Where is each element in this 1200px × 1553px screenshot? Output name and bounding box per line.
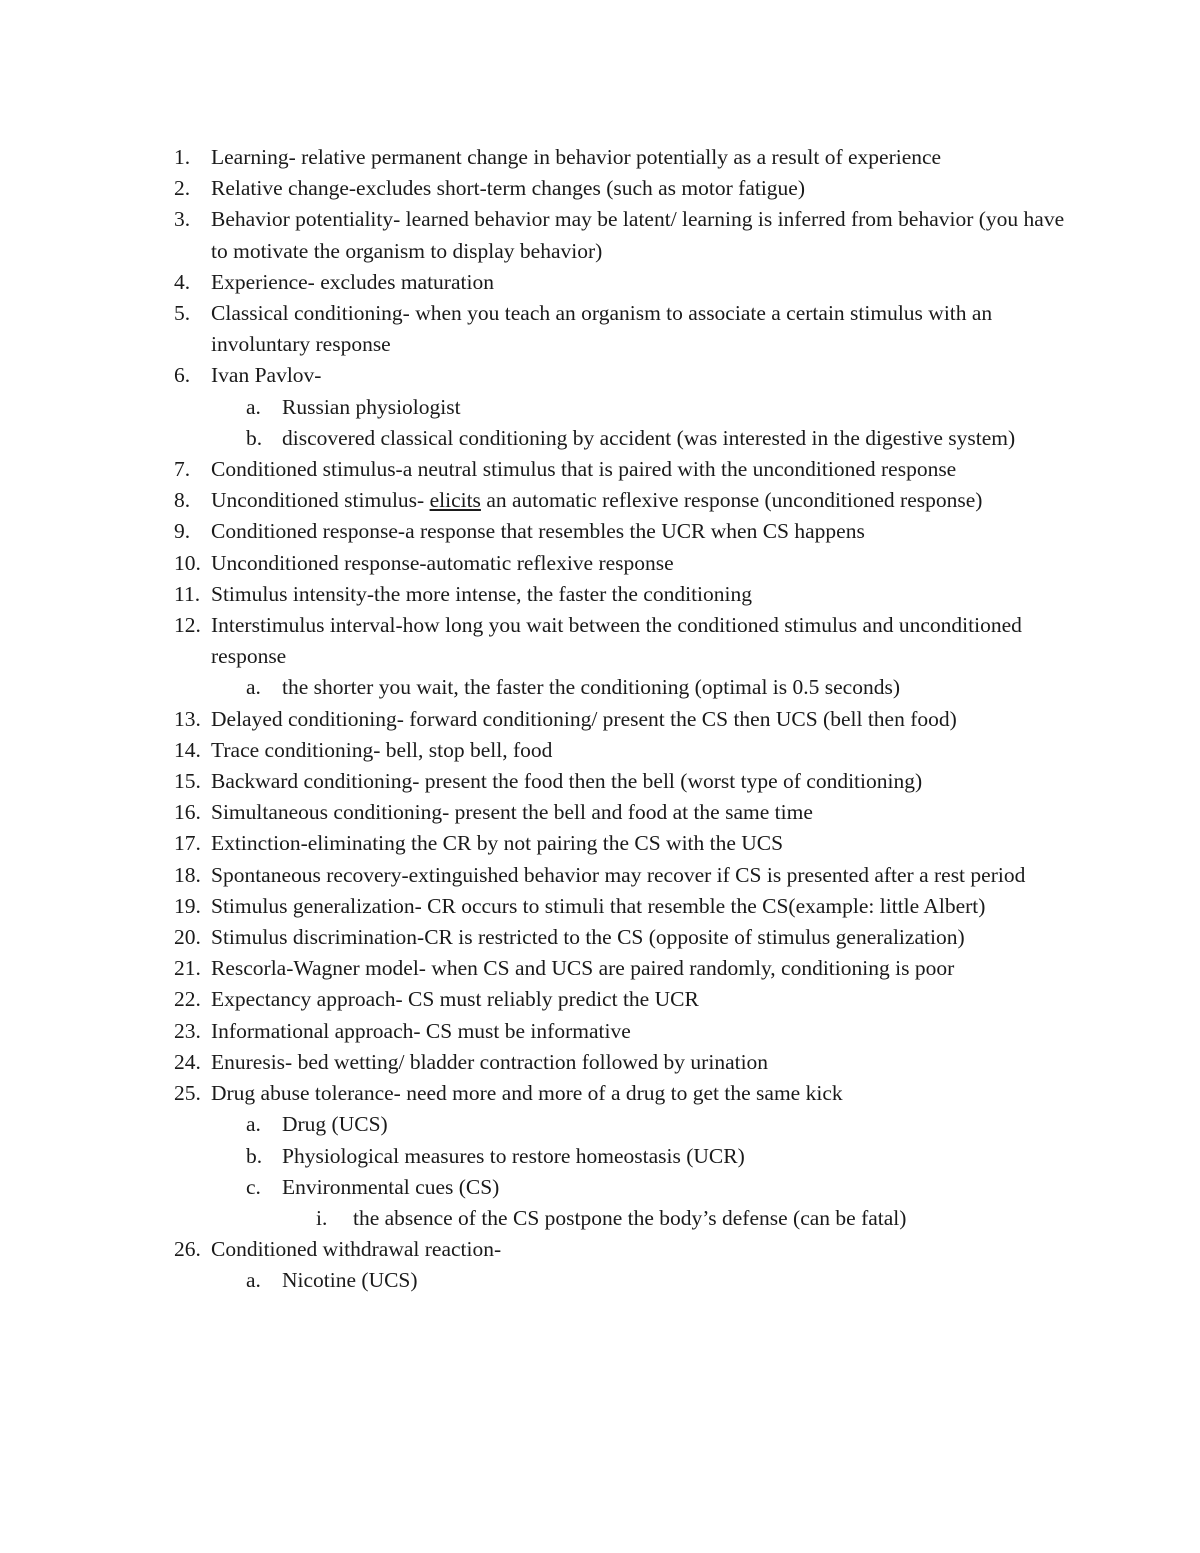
item-number: 10. [174,550,201,575]
item-text: Extinction-eliminating the CR by not pairing the CS with the UCS [211,831,784,856]
sub-list-item [0,423,1200,454]
list-item [0,1016,1200,1047]
list-item [0,610,1200,672]
item-text-continued: an automatic reflexive response (unconditioned response) [480,488,983,513]
item-number: 19. [174,893,201,918]
item-text: Physiological measures to restore homeostasis (UCR) [282,1143,745,1168]
item-number: 22. [174,987,201,1012]
item-text: the absence of the CS postpone the body’s defense (can be fatal) [353,1205,907,1230]
item-number: 18. [174,862,201,887]
list-item [0,173,1200,204]
sub-list-item [0,392,1200,423]
item-text: Spontaneous recovery-extinguished behavior may recover if CS is presented after a rest period [211,862,1026,887]
list-item [0,735,1200,766]
item-roman: i. [316,1205,328,1230]
item-text: Experience- excludes maturation [211,269,494,294]
list-item [0,984,1200,1015]
item-number: 14. [174,737,201,762]
item-number: 1. [174,145,191,169]
item-text: Enuresis- bed wetting/ bladder contraction followed by urination [211,1049,769,1074]
list-item [0,454,1200,485]
list-item [0,922,1200,953]
item-text: the shorter you wait, the faster the conditioning (optimal is 0.5 seconds) [282,675,900,700]
list-item [0,516,1200,547]
item-text: Behavior potentiality- learned behavior may be latent/ learning is inferred from behavior (you have to motivate the organism to display behavior) [211,207,1065,263]
list-item [0,828,1200,859]
list-item [0,142,1200,173]
item-number: 15. [174,769,201,794]
list-item [0,1078,1200,1109]
item-text: Conditioned withdrawal reaction- [211,1237,502,1262]
item-number: 26. [174,1237,201,1262]
item-text: Informational approach- CS must be informative [211,1018,631,1043]
item-number: 4. [174,269,191,294]
list-item [0,1234,1200,1265]
item-text: Interstimulus interval-how long you wait between the conditioned stimulus and unconditioned response [211,613,1022,669]
item-number: 16. [174,800,201,825]
sub-list-item [0,1265,1200,1296]
item-text: Expectancy approach- CS must reliably predict the UCR [211,987,699,1012]
item-text: Drug (UCS) [282,1112,388,1137]
item-number: 20. [174,925,201,950]
list-item [0,548,1200,579]
list-item [0,204,1200,266]
item-text: Unconditioned stimulus- [211,488,430,513]
list-item [0,579,1200,610]
item-text: Rescorla-Wagner model- when CS and UCS are paired randomly, conditioning is poor [211,956,955,981]
item-text: Ivan Pavlov- [211,363,322,388]
item-text: Stimulus discrimination-CR is restricted to the CS (opposite of stimulus generalization) [211,925,965,950]
item-letter: a. [246,1268,261,1293]
item-text: Learning- relative permanent change in behavior potentially as a result of experience [211,145,942,169]
item-text: Delayed conditioning- forward conditioning/ present the CS then UCS (bell then food) [211,706,957,731]
list-item [0,360,1200,391]
sub-list-item [0,1109,1200,1140]
item-text: Unconditioned response-automatic reflexive response [211,550,674,575]
list-item [0,267,1200,298]
item-letter: b. [246,1143,263,1168]
item-number: 21. [174,956,201,981]
item-letter: a. [246,394,261,419]
item-number: 5. [174,301,191,326]
item-number: 24. [174,1049,201,1074]
sub-list-item [0,672,1200,703]
list-item [0,298,1200,360]
item-text: Simultaneous conditioning- present the bell and food at the same time [211,800,813,825]
item-text: Drug abuse tolerance- need more and more of a drug to get the same kick [211,1081,843,1106]
list-item [0,891,1200,922]
underlined-word: elicits [429,488,481,513]
item-text: Relative change-excludes short-term changes (such as motor fatigue) [211,176,806,201]
item-number: 12. [174,613,201,638]
notes-list [0,142,1200,1297]
list-item [0,766,1200,797]
list-item [0,797,1200,828]
item-text: Conditioned stimulus-a neutral stimulus that is paired with the unconditioned response [211,457,957,482]
item-number: 17. [174,831,201,856]
item-text: discovered classical conditioning by accident (was interested in the digestive system) [282,425,1016,450]
item-number: 13. [174,706,201,731]
item-text: Stimulus intensity-the more intense, the faster the conditioning [211,581,752,606]
sub-list-item [0,1172,1200,1203]
item-number: 8. [174,488,191,513]
sub-list-item [0,1141,1200,1172]
item-letter: b. [246,425,263,450]
item-letter: a. [246,1112,261,1137]
item-letter: c. [246,1174,261,1199]
item-number: 9. [174,519,191,544]
item-text: Russian physiologist [282,394,461,419]
list-item [0,485,1200,516]
item-number: 25. [174,1081,201,1106]
item-letter: a. [246,675,261,700]
item-text: Environmental cues (CS) [282,1174,500,1199]
item-number: 3. [174,207,191,232]
list-item [0,704,1200,735]
sub-sub-list-item [0,1203,1200,1234]
item-text: Classical conditioning- when you teach an organism to associate a certain stimulus with an involuntary response [211,301,993,357]
item-number: 6. [174,363,191,388]
list-item [0,953,1200,984]
item-text: Stimulus generalization- CR occurs to stimuli that resemble the CS(example: little Albert) [211,893,986,918]
item-text: Trace conditioning- bell, stop bell, food [211,737,553,762]
item-number: 11. [174,581,201,606]
list-item [0,1047,1200,1078]
list-item [0,860,1200,891]
item-text: Nicotine (UCS) [282,1268,418,1293]
item-number: 7. [174,457,191,482]
item-number: 2. [174,176,191,201]
item-text: Backward conditioning- present the food then the bell (worst type of conditioning) [211,769,923,794]
item-number: 23. [174,1018,201,1043]
item-text: Conditioned response-a response that resembles the UCR when CS happens [211,519,865,544]
